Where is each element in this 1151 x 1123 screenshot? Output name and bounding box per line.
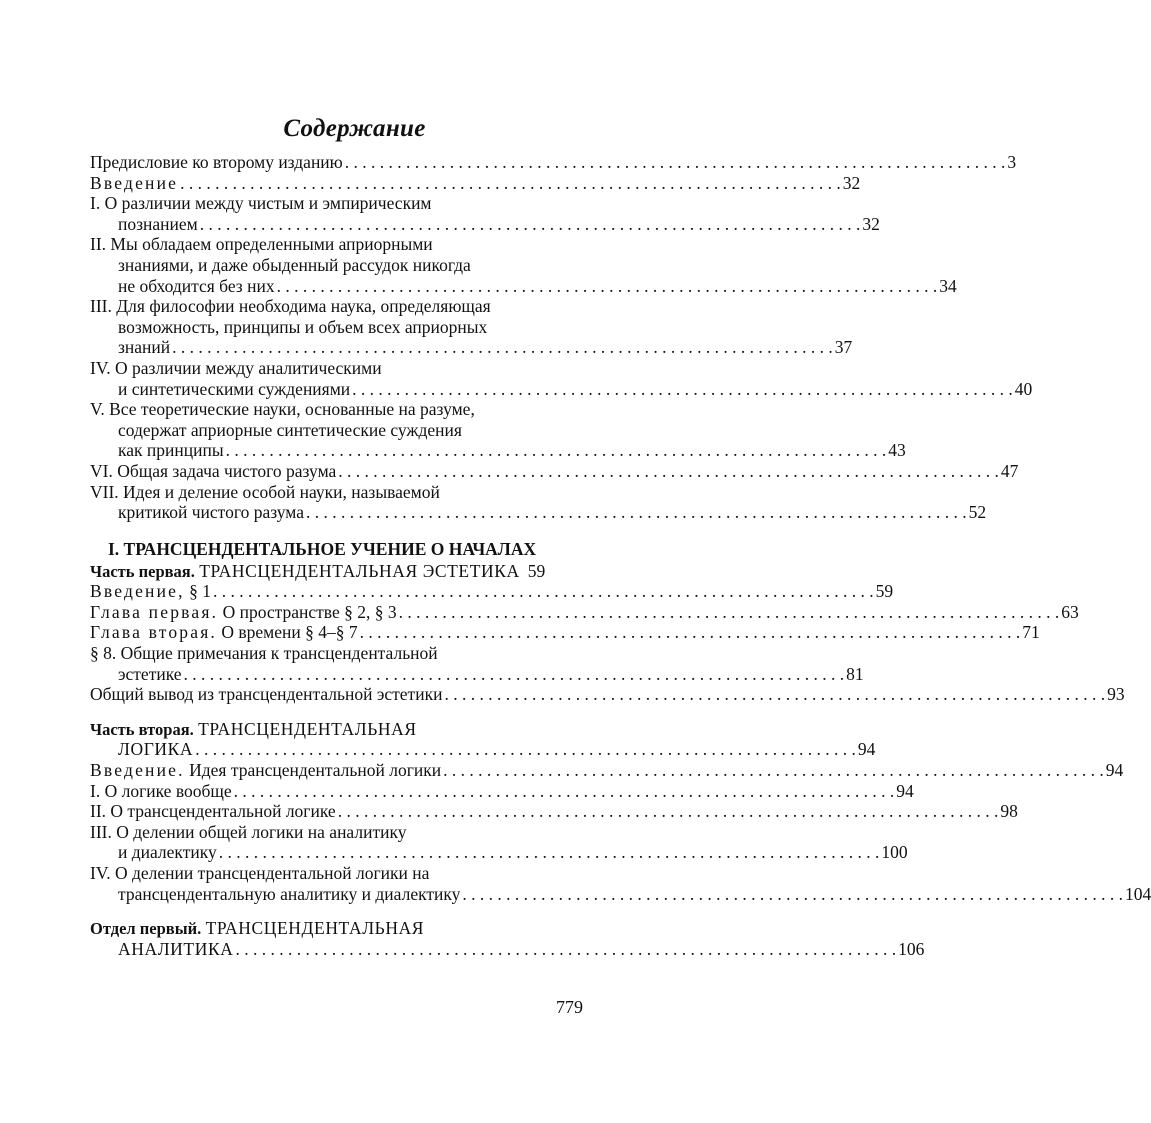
toc-entry <box>90 275 957 297</box>
dot-leader <box>336 461 1001 482</box>
toc-entry-text: знаниями, и даже обыденный рассудок никогда <box>118 254 471 275</box>
chapter2-text: О времени § 4–§ 7 <box>221 622 358 643</box>
toc-entry-page: 43 <box>888 440 906 461</box>
toc-entry-part1-intro <box>90 581 894 602</box>
toc-entry-text: Предисловие ко второму изданию <box>90 152 343 172</box>
toc-entry-logic-iv <box>90 863 590 884</box>
page-number: 779 <box>556 997 583 1017</box>
toc-entry <box>90 255 590 276</box>
toc-entry-text: VII. Идея и деление особой науки, называемой <box>90 481 440 502</box>
part2-page: 94 <box>857 739 876 760</box>
toc-entry-page: 40 <box>1014 378 1033 399</box>
toc-entry-text: V. Все теоретические науки, основанные на разуме, <box>90 399 475 420</box>
part1-title: ТРАНСЦЕНДЕНТАЛЬНАЯ ЭСТЕТИКА <box>199 560 520 581</box>
logic-ii-text: II. О трансцендентальной логике <box>90 801 336 822</box>
logic-iii-line2: и диалектику <box>118 842 217 863</box>
toc-entry <box>90 502 987 523</box>
toc-entry-division1 <box>90 918 590 939</box>
logic-i-page: 94 <box>896 780 914 801</box>
toc-entry-text: I. О различии между чистым и эмпирическим <box>90 193 432 214</box>
toc-entry-text: критикой чистого разума <box>118 502 305 523</box>
part1-intro-page: 59 <box>875 581 894 602</box>
toc-entry-text: знаний <box>118 337 171 358</box>
toc-entry-part2-intro <box>90 760 1124 781</box>
toc-entry <box>90 420 590 441</box>
toc-entry-page: 34 <box>939 275 957 296</box>
toc-entry <box>90 440 906 461</box>
division1-page: 106 <box>898 938 925 959</box>
s8-page: 81 <box>846 663 864 684</box>
page-title: Содержание <box>283 115 426 142</box>
toc-entry-chapter2 <box>90 622 1040 643</box>
toc-entry-text: III. Для философии необходима наука, определяющая <box>90 296 491 317</box>
dot-leader <box>217 842 882 863</box>
toc-entry-text: познанием <box>118 213 198 234</box>
chapter2-label: Глава вторая. <box>90 622 218 643</box>
logic-iv-line2: трансцендентальную аналитику и диалектику <box>118 883 461 904</box>
toc-entry-text: II. Мы обладаем определенными априорными <box>90 234 433 255</box>
logic-ii-page: 98 <box>1000 801 1018 822</box>
toc-entry-logic-iii-cont <box>90 842 908 863</box>
toc-entry-part2-cont <box>90 739 876 760</box>
toc-entry <box>90 296 590 317</box>
toc-entry-page: 52 <box>968 502 987 523</box>
dot-leader <box>178 173 843 194</box>
table-of-contents <box>90 152 1151 959</box>
part1-intro-text: § 1 <box>189 581 211 602</box>
toc-entry-s8 <box>90 643 590 664</box>
dot-leader <box>441 760 1106 781</box>
part2-intro-label: Введение. <box>90 760 185 781</box>
dot-leader <box>193 739 858 760</box>
logic-iv-line1: IV. О делении трансцендентальной логики на <box>90 863 430 883</box>
toc-entry-text: и синтетическими суждениями <box>118 378 351 399</box>
dot-leader <box>460 884 1125 905</box>
toc-entry-text: IV. О различии между аналитическими <box>90 357 382 378</box>
toc-entry <box>90 213 880 235</box>
conclusion-text: Общий вывод из трансцендентальной эстетики <box>90 684 443 705</box>
logic-iv-page: 104 <box>1125 883 1151 904</box>
toc-entry-part1 <box>90 561 590 582</box>
toc-entry <box>90 337 853 358</box>
toc-entry <box>90 152 1017 173</box>
dot-leader <box>232 781 897 802</box>
toc-entry-text: возможность, принципы и объем всех априорных <box>118 316 488 337</box>
logic-i-text: I. О логике вообще <box>90 780 232 801</box>
division1-label: Отдел первый. <box>90 919 202 939</box>
chapter1-text: О пространстве § 2, § 3 <box>222 601 397 622</box>
s8-line2: эстетике <box>118 663 182 684</box>
part2-title-line1: ТРАНСЦЕНДЕНТАЛЬНАЯ <box>198 718 417 739</box>
toc-entry-page: 3 <box>1007 152 1017 172</box>
dot-leader <box>275 276 940 297</box>
toc-entry <box>90 358 590 379</box>
toc-entry <box>90 193 590 214</box>
toc-entry-logic-i <box>90 780 914 802</box>
chapter1-page: 63 <box>1061 601 1079 622</box>
dot-leader <box>224 440 889 461</box>
part2-label: Часть вторая. <box>90 719 194 739</box>
dot-leader <box>198 214 863 235</box>
toc-entry <box>90 317 590 338</box>
dot-leader <box>442 684 1107 705</box>
toc-entry <box>90 482 590 503</box>
dot-leader <box>358 622 1023 643</box>
chapter2-page: 71 <box>1022 622 1040 643</box>
division1-title-line2: АНАЛИТИКА <box>118 938 234 959</box>
toc-intro-entries <box>90 152 1033 523</box>
dot-leader <box>397 602 1062 623</box>
division1-title-line1: ТРАНСЦЕНДЕНТАЛЬНАЯ <box>205 918 425 939</box>
toc-entry <box>90 234 590 255</box>
toc-entry-logic-iv-cont <box>90 883 1151 905</box>
toc-entry-logic-iii <box>90 822 590 843</box>
part2-title-line2: ЛОГИКА <box>118 739 194 760</box>
part2-intro-text: Идея трансцендентальной логики <box>189 760 442 781</box>
dot-leader <box>182 664 847 685</box>
logic-iii-page: 100 <box>881 842 908 863</box>
logic-iii-line1: III. О делении общей логики на аналитику <box>90 821 407 842</box>
toc-entry <box>90 378 1033 400</box>
chapter1-label: Глава первая. <box>90 601 219 622</box>
toc-entry-text: Введение <box>90 172 179 193</box>
part2-intro-page: 94 <box>1105 760 1124 781</box>
toc-entry-division1-cont <box>90 938 925 960</box>
toc-entry-text: не обходится без них <box>118 275 275 296</box>
dot-leader <box>350 379 1015 400</box>
s8-line1: § 8. Общие примечания к трансцендентальной <box>90 643 438 664</box>
toc-entry-text: VI. Общая задача чистого разума <box>90 460 337 481</box>
toc-entry-text: как принципы <box>118 440 224 461</box>
toc-entry-text: содержат априорные синтетические суждения <box>118 419 462 440</box>
toc-entry <box>90 399 590 420</box>
part1-page: 59 <box>527 560 546 581</box>
toc-entry-page: 32 <box>862 213 880 234</box>
toc-entry-chapter1 <box>90 601 1079 623</box>
toc-entry-page: 32 <box>842 172 861 193</box>
toc-entry-conclusion <box>90 684 1125 705</box>
toc-entry-page: 37 <box>834 337 853 358</box>
toc-entry-s8-cont <box>90 663 864 685</box>
part1-intro-label: Введение, <box>90 581 185 602</box>
dot-leader <box>211 581 876 602</box>
toc-entry-page: 47 <box>1000 460 1019 481</box>
section-heading: I. ТРАНСЦЕНДЕНТАЛЬНОЕ УЧЕНИЕ О НАЧАЛАХ <box>108 538 537 559</box>
conclusion-page: 93 <box>1107 684 1125 705</box>
toc-entry-logic-ii <box>90 801 1018 822</box>
dot-leader <box>343 152 1008 173</box>
toc-entry <box>90 172 861 194</box>
toc-entry <box>90 460 1019 482</box>
part1-label: Часть первая. <box>90 561 195 581</box>
dot-leader <box>304 502 969 523</box>
dot-leader <box>336 801 1001 822</box>
dot-leader <box>170 337 835 358</box>
toc-entry-part2 <box>90 719 590 740</box>
dot-leader <box>233 939 898 960</box>
